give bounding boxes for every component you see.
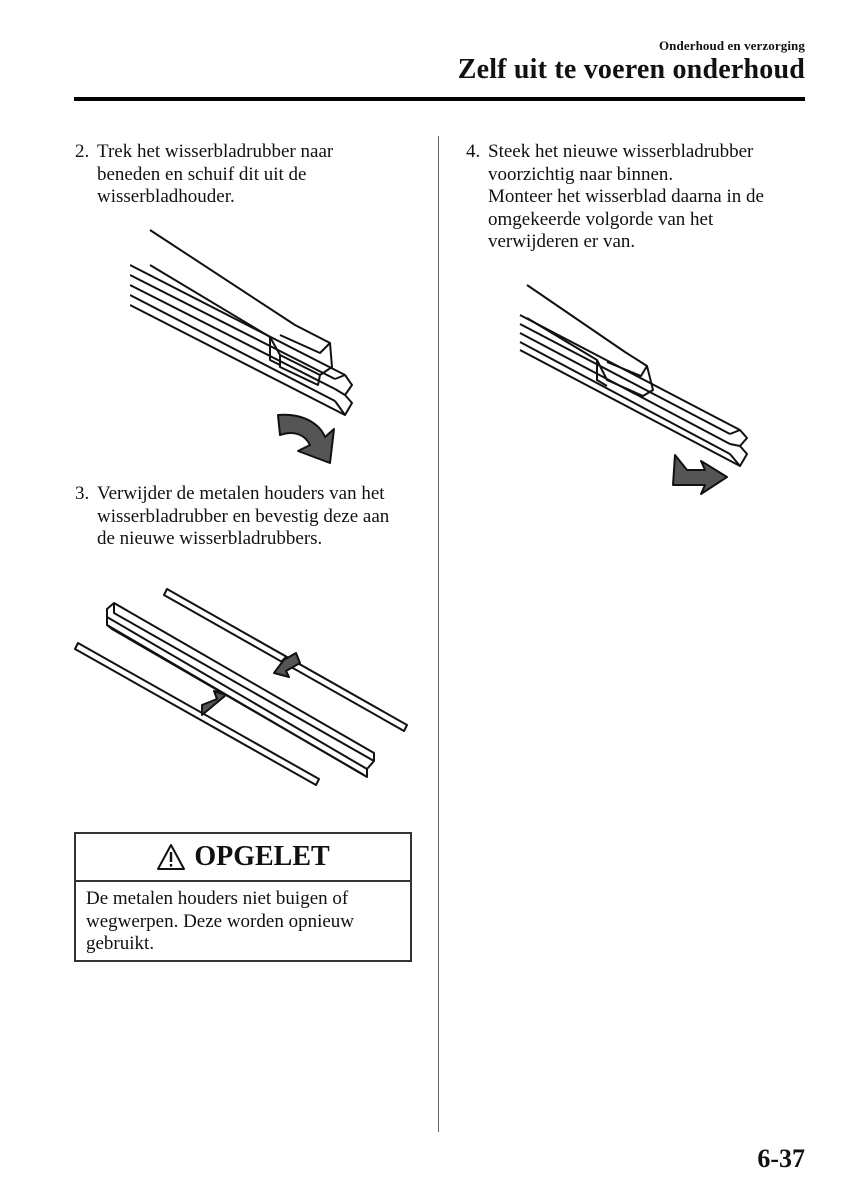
- step-number: 3.: [75, 483, 90, 504]
- section-label: Onderhoud en verzorging: [658, 38, 805, 53]
- page-number: 6-37: [757, 1144, 805, 1173]
- step-line: Steek het nieuwe wisserbladrubber: [488, 141, 754, 162]
- caution-title: OPGELET: [194, 841, 330, 872]
- step-4: [466, 141, 811, 254]
- step-3: [75, 483, 420, 551]
- arrow-right-icon: [673, 455, 727, 494]
- caution-header: [76, 834, 410, 882]
- warning-triangle-icon: [156, 843, 186, 871]
- step-text: [97, 483, 420, 551]
- step-2: [75, 141, 420, 209]
- header-divider: [74, 97, 805, 101]
- step-text: [488, 141, 811, 254]
- step-line: omgekeerde volgorde van het: [488, 208, 714, 230]
- step-text: [97, 141, 420, 209]
- caution-box: [74, 832, 412, 962]
- step-line: wisserbladhouder.: [97, 186, 235, 207]
- wiper-insert-illustration: [515, 280, 755, 495]
- curved-arrow-icon: [278, 415, 334, 463]
- step-line: verwijderen er van.: [488, 231, 636, 252]
- step-line: Trek het wisserbladrubber naar: [97, 141, 334, 162]
- step-number: 4.: [466, 141, 481, 162]
- wiper-pull-down-illustration: [120, 225, 370, 465]
- step-line: de nieuwe wisserbladrubbers.: [97, 528, 323, 549]
- step-line: voorzichtig naar binnen.: [488, 163, 674, 185]
- step-line: Verwijder de metalen houders van het: [97, 483, 385, 504]
- step-line: beneden en schuif dit uit de: [97, 163, 307, 185]
- metal-holders-illustration: [74, 585, 414, 790]
- step-line: wisserbladrubber en bevestig deze aan: [97, 505, 390, 527]
- column-divider: [438, 136, 439, 1132]
- caution-text: De metalen houders niet buigen of wegwerpen. Deze worden opnieuw gebruikt.: [86, 888, 355, 954]
- page-title: Zelf uit te voeren onderhoud: [457, 54, 805, 85]
- step-number: 2.: [75, 141, 90, 162]
- step-line: Monteer het wisserblad daarna in de: [488, 186, 764, 207]
- arrow-right-icon: [202, 691, 226, 715]
